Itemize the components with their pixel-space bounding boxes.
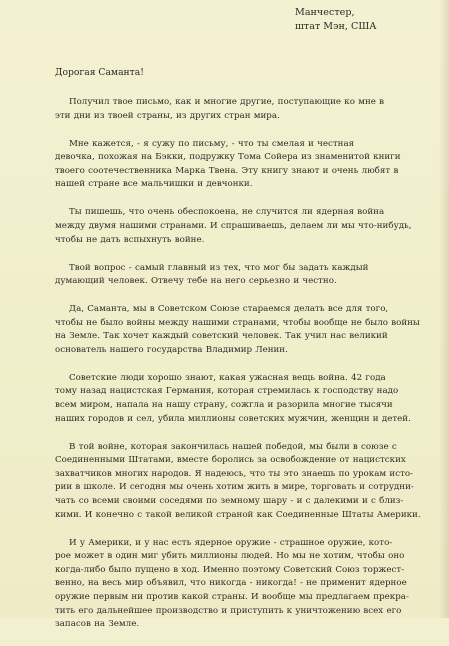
paragraph-line: Да, Саманта, мы в Советском Союзе стараемся делать все для того,: [69, 304, 389, 315]
sender-address: [295, 6, 377, 33]
paragraph-line: думающий человек. Отвечу тебе на него серьезно и честно.: [55, 276, 337, 287]
paragraph-line: Ты пишешь, что очень обеспокоена, не случится ли ядерная война: [69, 207, 385, 218]
paragraph-line: запасов на Земле.: [55, 619, 140, 630]
address-state: штат Мэн, США: [295, 20, 377, 32]
letter-paragraph: [55, 372, 437, 426]
paragraph-line: Получил твое письмо, как и многие другие, поступающие ко мне в: [69, 97, 385, 107]
paragraph-line: эти дни из твоей страны, из других стран мира.: [55, 110, 280, 121]
paragraph-line: тить его дальнейшее производство и приступить к уничтожению всех его: [55, 605, 402, 616]
paragraph-line: Мне кажется, - я сужу по письму, - что ты смелая и честная: [69, 138, 355, 149]
paragraph-line: тому назад нацистская Германия, которая стремилась к господству надо: [55, 386, 399, 397]
paragraph-line: между двумя нашими странами. И спрашиваешь, делаем ли мы что-нибудь,: [55, 220, 412, 231]
paragraph-line: Советские люди хорошо знают, какая ужасная вещь война. 42 года: [69, 372, 386, 383]
paragraph-line: кими. И конечно с такой великой страной как Соединенные Штаты Америки.: [55, 509, 421, 520]
paragraph-line: Твой вопрос - самый главный из тех, что мог бы задать каждый: [69, 262, 369, 273]
letter-paragraph: [55, 303, 437, 357]
paragraph-line: наших городов и сел, убила миллионы советских мужчин, женщин и детей.: [55, 413, 411, 424]
letter-paragraph: [55, 441, 437, 523]
paragraph-line: всем миром, напала на нашу страну, сожгла и разорила многие тысячи: [55, 400, 393, 411]
paragraph-line: нашей стране все мальчишки и девчонки.: [55, 179, 253, 190]
paragraph-line: В той войне, которая закончилась нашей победой, мы были в союзе с: [69, 441, 397, 452]
letter-paragraph: [55, 138, 437, 192]
paragraph-line: чтобы не дать вспыхнуть войне.: [55, 234, 205, 245]
page-edge-shadow: [439, 0, 449, 618]
paragraph-line: основатель нашего государства Владимир Ленин.: [55, 344, 288, 355]
paragraph-line: девочка, похожая на Бэкки, подружку Тома Сойера из знаменитой книги: [55, 152, 401, 163]
letter-paragraph: [55, 206, 437, 247]
address-city: Манчестер,: [295, 7, 355, 18]
paragraph-line: чать со всеми своими соседями по земному шару - и с далекими и с близ-: [55, 496, 404, 506]
paragraph-line: Соединенными Штатами, вместе боролись за освобождение от нацистских: [55, 455, 406, 466]
letter-body: [55, 96, 437, 646]
paragraph-line: захватчиков многих народов. Я надеюсь, что ты это знаешь по урокам исто-: [55, 468, 414, 479]
letter-paragraph: [55, 96, 437, 123]
paragraph-line: на Земле. Так хочет каждый советский человек. Так учил нас великий: [55, 331, 388, 342]
letter-paragraph: [55, 537, 437, 632]
paragraph-line: чтобы не было войны между нашими странами, чтобы вообще не было войны: [55, 317, 420, 328]
paragraph-line: оружие первым ни против какой страны. И вообще мы предлагаем прекра-: [55, 591, 409, 602]
paragraph-line: рое может в один миг убить миллионы людей. Но мы не хотим, чтобы оно: [55, 551, 405, 562]
paragraph-line: рии в школе. И сегодня мы очень хотим жить в мире, торговать и сотрудни-: [55, 482, 414, 493]
paragraph-line: И у Америки, и у нас есть ядерное оружие - страшное оружие, кото-: [69, 537, 393, 548]
paragraph-line: когда-либо было пущено в ход. Именно поэтому Советский Союз торжест-: [55, 564, 405, 575]
paragraph-line: твоего соотечественника Марка Твена. Эту книгу знают и очень любят в: [55, 165, 399, 176]
letter-paragraph: [55, 262, 437, 289]
paragraph-line: венно, на весь мир объявил, что никогда - никогда! - не применит ядерное: [55, 578, 407, 589]
letter-greeting: Дорогая Саманта!: [55, 67, 144, 78]
